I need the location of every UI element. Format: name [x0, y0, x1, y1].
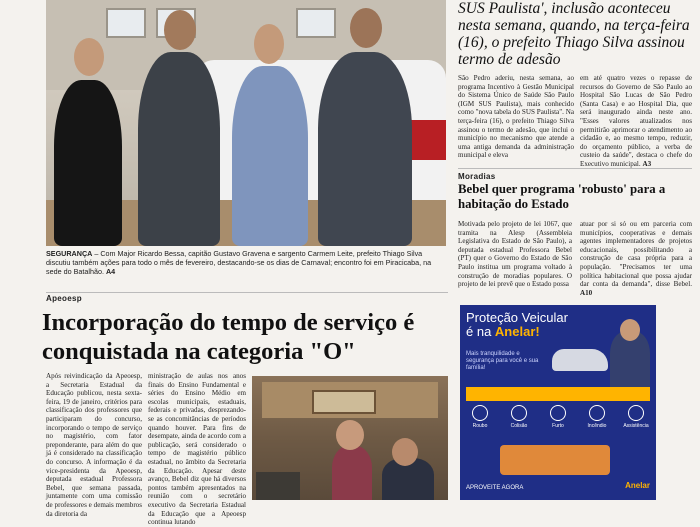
top-story-headline: SUS Paulista', inclusão aconteceu nesta semana, quando, na terça-feira (16), o prefeito Thiago Silva assinou termo de adesão: [458, 0, 690, 68]
coverage-item: [583, 405, 611, 429]
fire-icon: [589, 405, 605, 421]
photo-apeoesp-meeting: [252, 376, 448, 500]
apeoesp-body-mid: ministração de aulas nos anos finais do Ensino Fundamental e séries do Ensino Médio em escolas municipais, estaduais, federais e privadas, desprezando-se as concomitâncias de períodos quando houver. Para fins de desempate, ainda de acordo com a publicação, será considerado o tempo de magistério público estadual, no âmbito da Secretaria da Educação. Apesar deste avanço, Bebel diz que há diversos pontos também apresentados na reunião com o secretário executivo da Secretaria Estadual da Educação que a Apeoesp continua lutando: [148, 372, 246, 527]
man-head: [620, 319, 640, 341]
photo-meeting-police: [46, 0, 446, 246]
caption-text: – Com Major Ricardo Bessa, capitão Gustavo Gravena e sargento Carmem Leite, prefeito Thiago Silva discutiu também ações para todo o mês de fevereiro, destacando-se os dias de Carnaval; encontro foi em Piracicaba, na sede do Batalhão.: [46, 249, 432, 276]
ad-subtitle: Mais tranquilidade e segurança para você e sua família!: [466, 351, 539, 371]
assistance-icon: [628, 405, 644, 421]
caption-page-ref: A4: [105, 267, 116, 276]
moradias-kicker: Moradias: [458, 172, 496, 181]
moradias-headline: Bebel quer programa 'robusto' para a habitação do Estado: [458, 182, 666, 211]
coverage-label: Furto: [552, 423, 564, 429]
ad-footer-text: APROVEITE AGORA: [466, 485, 524, 491]
coverage-label: Roubo: [472, 423, 488, 429]
coverage-label: Assistência: [623, 423, 649, 429]
apeoesp-body-left: Após reivindicação da Apeoesp, a Secretaria Estadual da Educação publicou, nesta sexta-feira, 19 de janeiro, critérios para classificação dos professores que participaram do concurso, incorporando o tempo de serviço no magistério, com fator preponderante, para além do que já é considerado na classificação do concurso. A informação é da vice-presidenta da Apeoesp, deputada estadual Professora Bebel, que semana passada, juntamente com uma comissão de professores e demais membros da diretoria da: [46, 372, 142, 518]
top-story-body-left: São Pedro aderiu, nesta semana, ao programa Incentivo à Gestão Municipal do Sistema Único de Saúde São Paulo (IGM SUS Paulista), mais conhecido como "nova tabela do SUS Paulista". Na terça-feira (16), o prefeito Thiago Silva assinou o termo de adesão, que inclui o município no mecanismo que atende a uma antiga demanda da administração municipal e eleva: [458, 74, 574, 160]
top-story-body-right: [580, 74, 692, 169]
apeoesp-kicker: Apeoesp: [46, 294, 82, 303]
coverage-item: [466, 405, 494, 429]
ad-coverage-icons: [466, 405, 650, 429]
photo-caption: [46, 249, 446, 276]
truck-icon: [500, 445, 610, 475]
caption-label: SEGURANÇA: [46, 249, 93, 258]
top-story-page-ref: A3: [642, 159, 652, 168]
moradias-body-right: [580, 220, 692, 297]
ad-brand: Anelar!: [494, 324, 540, 339]
divider: [46, 292, 448, 293]
moradias-body-right-text: atuar por si só ou em parceria com municípios, cooperativas e demais agentes implementadores de projetos educacionais, possibilitando a construção de casa própria para a população. "Precisamos ter uma política habitacional que possa ajudar dar conta da demanda", disse Bebel.: [580, 220, 692, 289]
coverage-item: [505, 405, 533, 429]
coverage-item: [622, 405, 650, 429]
top-story-body-right-text: em até quatro vezes o repasse de recursos do Governo de São Paulo ao Hospital São Lucas de São Pedro (Santa Casa) e ao Hospital Dia, que será inaugurado ainda neste ano. "Esses valores atualizados nos permitirão aprimorar o atendimento ao cidadão e, ao mesmo tempo, reduzir, do orçamento público, a verba de custeio da saúde", destaca o chefe do Executivo municipal.: [580, 74, 692, 168]
coverage-label: Incêndio: [587, 423, 607, 429]
ad-footer-brand: Anelar: [625, 481, 650, 490]
shield-icon: [472, 405, 488, 421]
moradias-body-left: Motivada pelo projeto de lei 1067, que tramita na Alesp (Assembleia Legislativa do Estado de São Paulo), a deputada estadual Professora Bebel (PT) quer o Governo do Estado de São Paulo institua um programa voltado à construção de moradias populares. O projeto de lei prevê que o Estado possa: [458, 220, 572, 289]
moradias-page-ref: A10: [580, 288, 593, 297]
ad-title-line1: Proteção Veicular: [466, 310, 568, 325]
divider: [458, 168, 692, 169]
car-icon: [552, 349, 608, 371]
ad-title: [466, 311, 568, 339]
collision-icon: [511, 405, 527, 421]
coverage-item: [544, 405, 572, 429]
coverage-label: Colisão: [510, 423, 528, 429]
ad-benefit-band: [466, 387, 650, 401]
ad-footer: [466, 481, 650, 491]
apeoesp-headline: Incorporação do tempo de serviço é conquistada na categoria "O": [42, 309, 415, 365]
ad-title-prefix: é na: [466, 324, 495, 339]
advertisement-anelar[interactable]: [460, 305, 656, 500]
theft-icon: [550, 405, 566, 421]
